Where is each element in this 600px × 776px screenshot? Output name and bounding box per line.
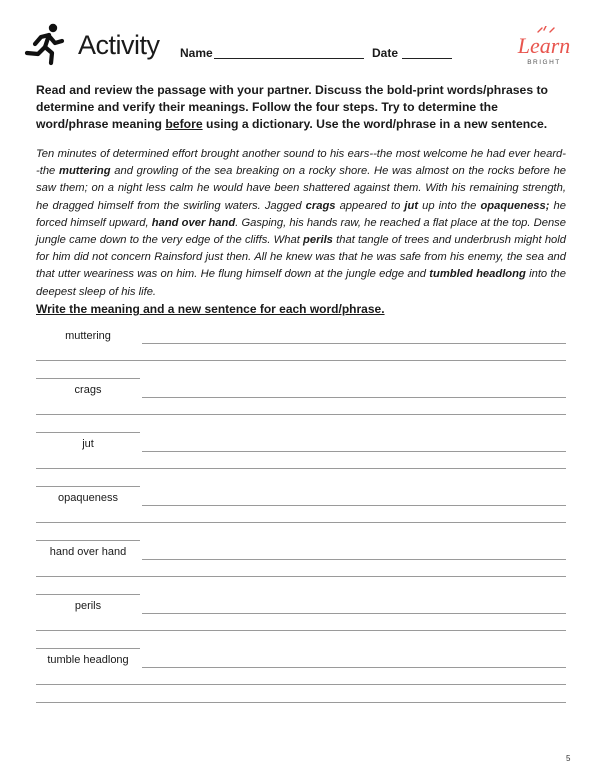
meaning-line[interactable] [142,613,566,614]
svg-text:Learn: Learn [517,33,571,58]
meaning-line[interactable] [142,343,566,344]
page-number: 5 [566,754,571,763]
meaning-line[interactable] [142,451,566,452]
meaning-line[interactable] [142,559,566,560]
word-row [36,592,566,646]
word-label: muttering [65,330,111,342]
sentence-line[interactable] [36,630,566,631]
word-row [36,646,566,700]
word-label: hand over hand [49,546,127,558]
word-label: tumble headlong [47,654,129,666]
word-label: opaqueness [58,492,118,504]
date-field-line[interactable] [402,58,452,59]
reading-passage: Ten minutes of determined effort brought another sound to his ears--the most welcome he had ever heard--the muttering and growling of the sea breaking on a rocky shore. He was almost on the rocks before he saw them; on a night less calm he would have been shattered against them. With his remaining strength, he dragged himself from the swirling waters. Jagged crags appeared to jut up into the opaqueness; he forced himself upward, hand over hand. Gasping, his hands raw, he reached a flat place at the top. Dense jungle came down to the very edge of the cliffs. What perils that tangle of trees and underbrush might hold for him did not concern Rainsford just then. All he knew was that he was safe from his enemy, the sea and that utter weariness was on him. He flung himself down at the jungle edge and tumbled headlong into the deepest sleep of his life. [36,148,567,298]
sentence-line[interactable] [36,576,566,577]
word-row [36,430,566,484]
running-person-icon [22,22,66,66]
meaning-line[interactable] [142,667,566,668]
instructions: Read and review the passage with your partner. Discuss the bold-print words/phrases to determine and verify their meanings. Follow the four steps. Try to determine the word/phrase meaning before using a dictionary. Use the word/phrase in a new sentence. [36,83,548,131]
sentence-line[interactable] [36,414,566,415]
sentence-line[interactable] [36,522,566,523]
word-row [36,484,566,538]
date-label: Date [372,46,399,60]
sentence-line[interactable] [36,360,566,361]
word-row [36,322,566,376]
word-label: perils [74,600,102,612]
sentence-line[interactable] [36,684,566,685]
meaning-line[interactable] [142,505,566,506]
learn-bright-logo [508,26,580,72]
svg-text:BRIGHT: BRIGHT [527,59,561,66]
meaning-line[interactable] [142,397,566,398]
sentence-line[interactable] [36,702,566,703]
word-row [36,538,566,592]
word-row [36,376,566,430]
section-heading: Write the meaning and a new sentence for each word/phrase. [36,302,385,316]
page-title: Activity [78,30,160,60]
word-label: crags [74,384,102,396]
sentence-line[interactable] [36,468,566,469]
word-label: jut [82,438,94,450]
name-label: Name [180,46,213,60]
word-list [36,322,566,700]
name-field-line[interactable] [214,58,364,59]
